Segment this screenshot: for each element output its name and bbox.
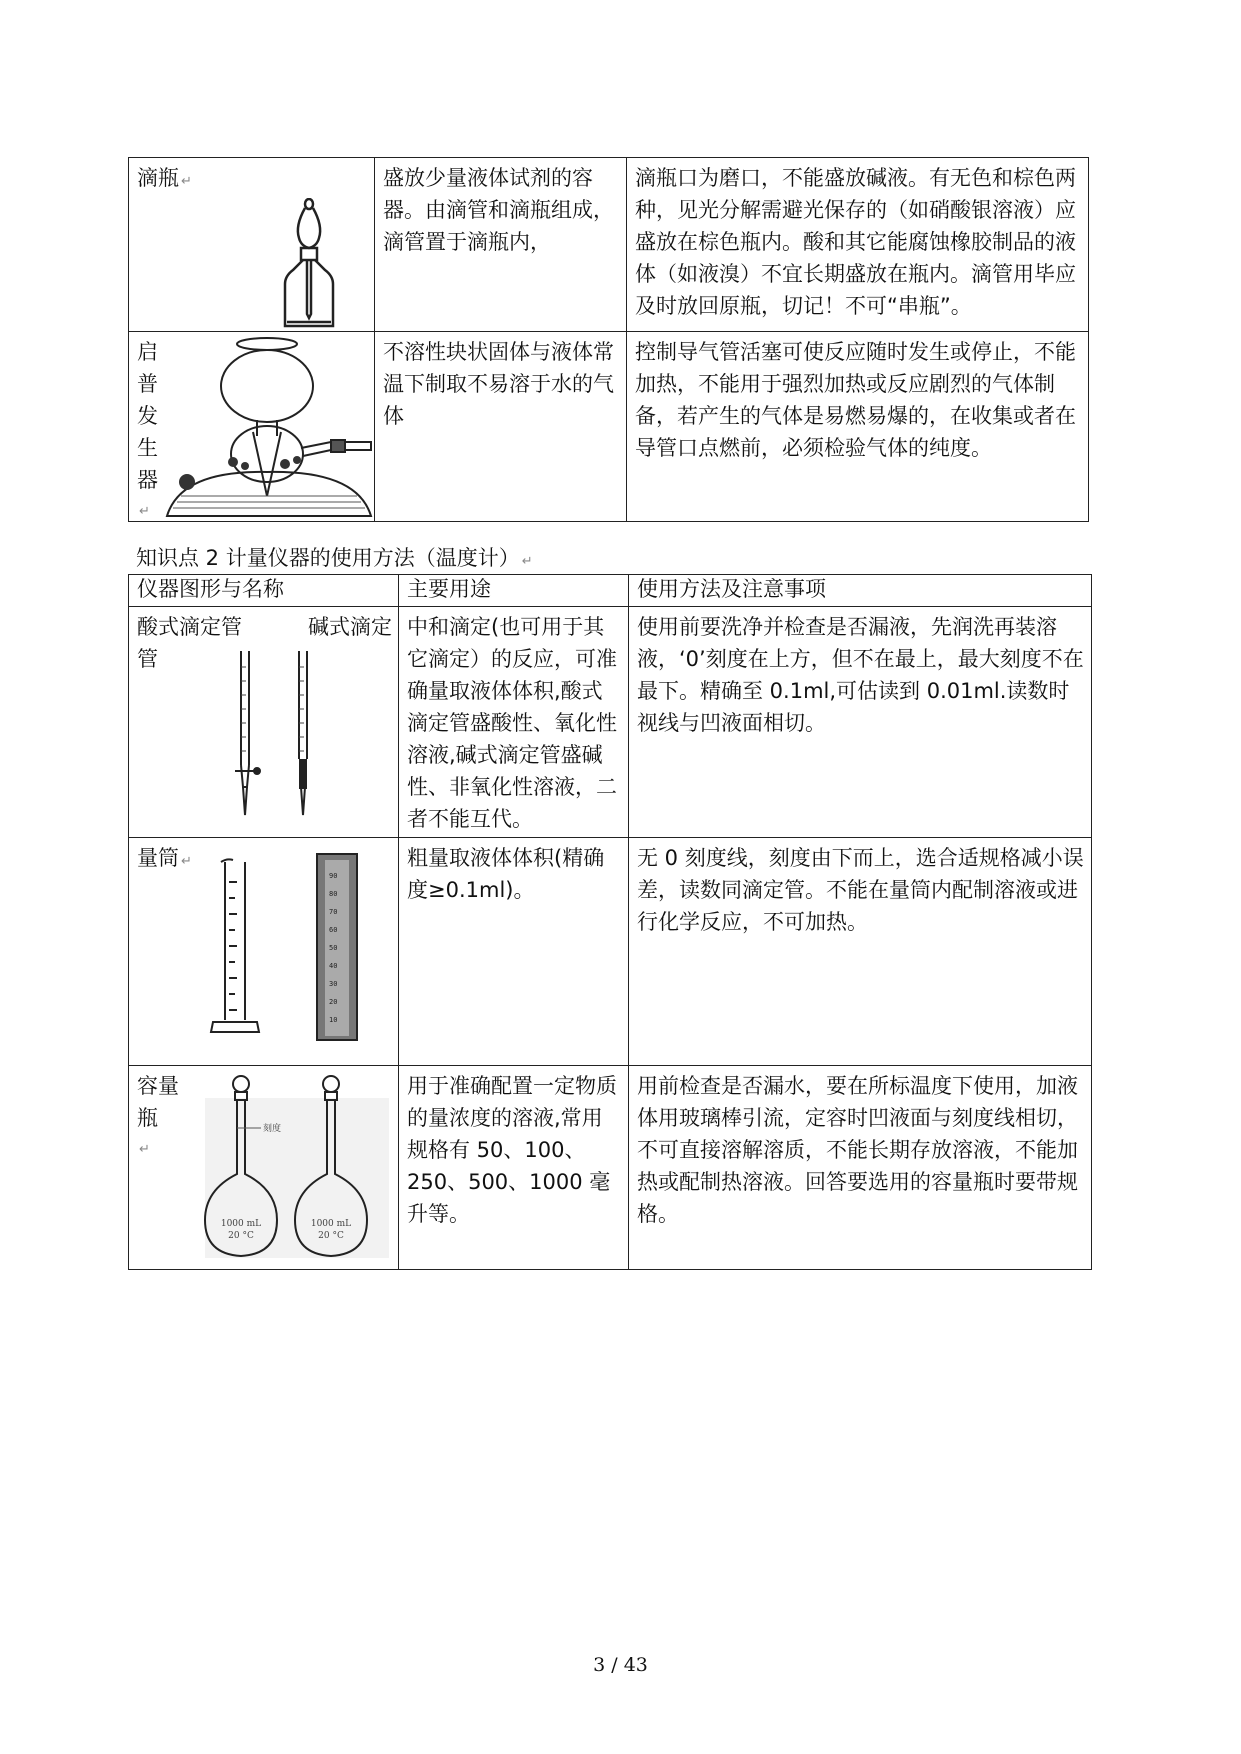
usage-notes-cell: 用前检查是否漏水，要在所标温度下使用，加液体用玻璃棒引流，定容时凹液面与刻度线相切，不可直接溶解溶质，不能长期存放溶液，不能加热或配制热溶液。回答要选用的容量瓶时要带规格。 xyxy=(629,1066,1092,1270)
table-row xyxy=(129,1066,1092,1270)
table-row xyxy=(129,332,1089,522)
usage-notes-cell: 使用前要洗净并检查是否漏液，先润洗再装溶液，‘0’刻度在上方，但不在最上，最大刻度不在最下。精确至 0.1ml,可估读到 0.01ml.读数时视线与凹液面相切。 xyxy=(629,607,1092,838)
usage-notes-cell: 控制导气管活塞可使反应随时发生或停止，不能加热，不能用于强烈加热或反应剧烈的气体制备，若产生的气体是易燃易爆的，在收集或者在导管口点燃前，必须检验气体的纯度。 xyxy=(627,332,1089,522)
flask-mark-label: 刻度 xyxy=(263,1124,282,1134)
instrument-name-char: 发 xyxy=(137,404,158,428)
instrument-name: 瓶 xyxy=(137,1106,158,1130)
instrument-cell: 滴瓶 ↵ xyxy=(129,158,375,332)
table-row xyxy=(129,607,1092,838)
table-header-row xyxy=(129,575,1092,607)
instrument-name-char: 启 xyxy=(137,340,158,364)
usage-notes-cell: 无 0 刻度线，刻度由下而上，选合适规格减小误差，读数同滴定管。不能在量筒内配制溶液或进行化学反应，不可加热。 xyxy=(629,838,1092,1066)
scale-label: 50 xyxy=(329,944,338,952)
scale-label: 40 xyxy=(329,962,338,970)
dropper-bottle-icon xyxy=(137,198,357,328)
instrument-name: 碱式滴定 xyxy=(308,615,392,639)
table-row xyxy=(129,838,1092,1066)
instrument-cell xyxy=(129,607,399,838)
column-header: 使用方法及注意事项 xyxy=(629,575,1092,607)
scale-label: 30 xyxy=(329,980,338,988)
instrument-name-char: 生 xyxy=(137,436,158,460)
page-number: 3 / 43 xyxy=(593,1654,648,1676)
volumetric-flask-icon xyxy=(197,1070,397,1260)
instrument-cell: 量筒 ↵ 90 80 70 60 50 40 30 20 10 xyxy=(129,838,399,1066)
instrument-name: 滴瓶 xyxy=(137,166,179,190)
main-use-cell: 用于准确配置一定物质的量浓度的溶液,常用规格有 50、100、250、500、1000 毫升等。 xyxy=(399,1066,629,1270)
measuring-instrument-table xyxy=(128,574,1092,1270)
scale-label: 60 xyxy=(329,926,338,934)
instrument-cell: 容量 瓶 ↵ 刻度 1000 mL 20 °C 1000 mL 20 °C xyxy=(129,1066,399,1270)
column-header: 仪器图形与名称 xyxy=(129,575,399,607)
flask-label: 20 °C xyxy=(228,1231,254,1241)
instrument-name-char: 器 xyxy=(137,468,158,492)
flask-label: 1000 mL xyxy=(310,1219,352,1229)
instrument-table-1 xyxy=(128,157,1089,522)
instrument-name: 量筒 xyxy=(137,846,179,870)
scale-label: 70 xyxy=(329,908,338,916)
instrument-name: 容量 xyxy=(137,1074,179,1098)
graduated-cylinder-icon xyxy=(137,852,387,1042)
main-use-cell: 不溶性块状固体与液体常温下制取不易溶于水的气体 xyxy=(375,332,627,522)
scale-label: 90 xyxy=(329,872,338,880)
main-use-cell: 粗量取液体体积(精确度≥0.1ml)。 xyxy=(399,838,629,1066)
table-row xyxy=(129,158,1089,332)
column-header: 主要用途 xyxy=(399,575,629,607)
scale-label: 20 xyxy=(329,998,338,1006)
main-use-cell: 中和滴定(也可用于其它滴定）的反应，可准确量取液体体积,酸式滴定管盛酸性、氧化性溶液,碱式滴定管盛碱性、非氧化性溶液，二者不能互代。 xyxy=(399,607,629,838)
kipp-generator-icon xyxy=(161,336,381,518)
flask-label: 1000 mL xyxy=(220,1219,262,1229)
main-use-cell: 盛放少量液体试剂的容器。由滴管和滴瓶组成，滴管置于滴瓶内， xyxy=(375,158,627,332)
instrument-name-char: 普 xyxy=(137,372,158,396)
burette-icon xyxy=(137,647,387,817)
scale-label: 80 xyxy=(329,890,338,898)
instrument-cell: 启 普 发 生 器 ↵ xyxy=(129,332,375,522)
usage-notes-cell: 滴瓶口为磨口，不能盛放碱液。有无色和棕色两种，见光分解需避光保存的（如硝酸银溶液）应盛放在棕色瓶内。酸和其它能腐蚀橡胶制品的液体（如液溴）不宜长期盛放在瓶内。滴管用毕应及时放回原瓶，切记！不可“串瓶”。 xyxy=(627,158,1089,332)
instrument-name: 酸式滴定管 xyxy=(137,615,242,639)
section-title: 知识点 2 计量仪器的使用方法（温度计） ↵ xyxy=(136,546,533,570)
scale-label: 10 xyxy=(329,1016,338,1024)
instrument-name: 管 xyxy=(137,647,158,671)
flask-label: 20 °C xyxy=(318,1231,344,1241)
